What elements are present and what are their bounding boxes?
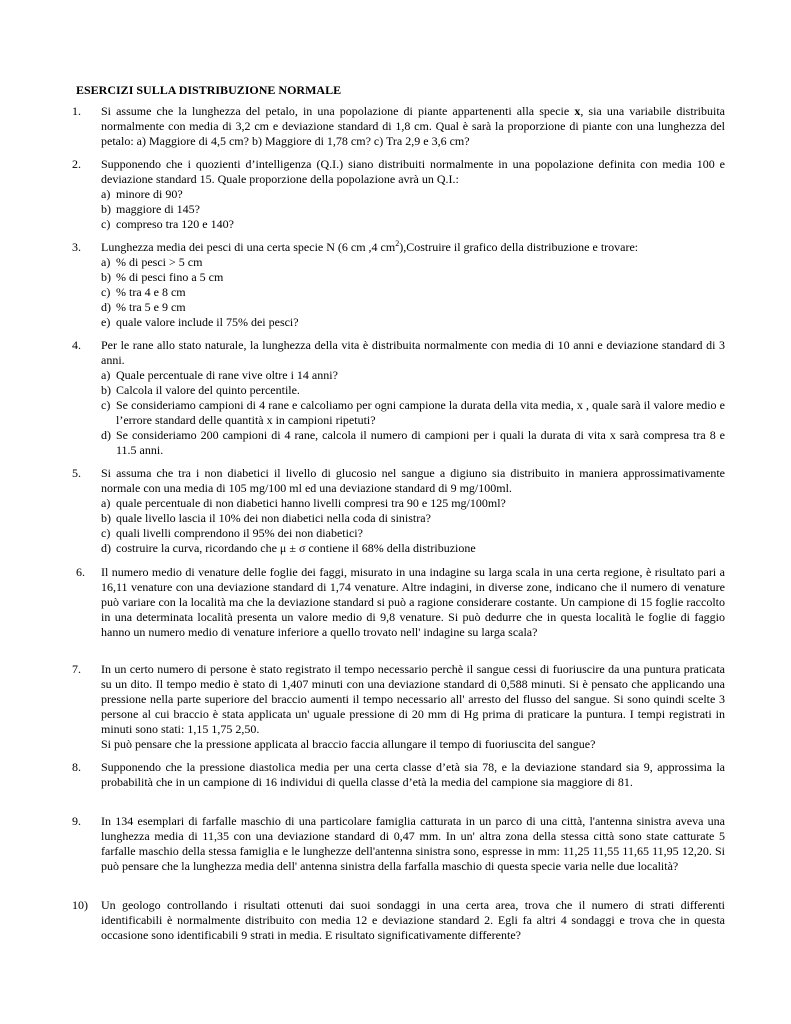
item-label: b)	[101, 270, 111, 284]
list-item	[101, 496, 725, 511]
item-label: b)	[101, 202, 111, 216]
exercise-text: Si assuma che tra i non diabetici il livello di glucosio nel sangue a digiuno sia distribuito in maniera approssimativamente normale con una media di 105 mg/100 ml ed una deviazione standard di 9 mg/100ml.	[101, 466, 725, 495]
item-label: b)	[101, 511, 111, 525]
exercise-text-part: ),Costruire il grafico della distribuzione e trovare:	[399, 240, 639, 254]
exercise-number: 6.	[76, 565, 85, 579]
exercise-8	[72, 760, 725, 790]
exercise-text-part: Si assume che la lunghezza del petalo, in una popolazione di piante appartenenti alla specie	[101, 104, 575, 118]
item-text: quale valore include il 75% dei pesci?	[116, 315, 299, 329]
item-label: a)	[101, 187, 111, 201]
list-item	[101, 428, 725, 458]
exercise-text: In un certo numero di persone è stato registrato il tempo necessario perchè il sangue cessi di fuoriuscire da una puntura praticata su un dito. Il tempo medio è stato di 1,407 minuti con una deviazione standard di 0,588 minuti. Si è pensato che applicando una pressione nella parte superiore del braccio aumenti il tempo necessario all' arresto del flusso del sangue. Si sono quindi scelte 3 persone al cui braccio è stata applicata un' uguale pressione di 20 mm di Hg prima di praticare la puntura. I tempi registrati in minuti sono stati: 1,15 1,75 2,50.	[101, 662, 725, 736]
list-item	[101, 217, 725, 232]
page-title: ESERCIZI SULLA DISTRIBUZIONE NORMALE	[76, 83, 342, 97]
item-label: d)	[101, 541, 111, 555]
item-text: Quale percentuale di rane vive oltre i 14 anni?	[116, 368, 338, 382]
item-label: a)	[101, 368, 111, 382]
exercise-text: Supponendo che i quozienti d’intelligenza (Q.I.) siano distribuiti normalmente in una popolazione definita con media 100 e deviazione standard 15. Quale proporzione della popolazione avrà un Q.I.:	[101, 157, 725, 186]
item-label: c)	[101, 526, 111, 540]
item-label: b)	[101, 383, 111, 397]
list-item	[101, 398, 725, 428]
item-text: quali livelli comprendono il 95% dei non diabetici?	[116, 526, 363, 540]
item-text: % tra 5 e 9 cm	[116, 300, 186, 314]
item-text: quale livello lascia il 10% dei non diabetici nella coda di sinistra?	[116, 511, 431, 525]
exercise-number: 9.	[72, 814, 81, 828]
item-label: a)	[101, 255, 111, 269]
list-item	[101, 383, 725, 398]
list-item	[101, 255, 725, 270]
exercise-text	[101, 104, 725, 149]
exercise-1	[72, 104, 725, 149]
exercise-text: Un geologo controllando i risultati ottenuti dai suoi sondaggi in una certa area, trova che il numero di strati differenti identificabili è normalmente distribuito con media 12 e deviazione standard 2. Egli fa altri 4 sondaggi e trova che in questa occasione sono identificabili 9 strati in media. E risultato significativamente differente?	[101, 898, 725, 942]
exercise-number: 8.	[72, 760, 81, 774]
item-text: Calcola il valore del quinto percentile.	[116, 383, 300, 397]
exercise-number: 7.	[72, 662, 81, 676]
exercise-number: 5.	[72, 466, 81, 480]
list-item	[101, 315, 725, 330]
exercise-text-part: Lunghezza media dei pesci di una certa specie N (6 cm ,4 cm	[101, 240, 396, 254]
item-label: c)	[101, 217, 111, 231]
exercise-9	[72, 814, 725, 874]
exercise-text-part: , sia una variabile distribuita normalmente con media di 3,2 cm e deviazione standard di 1,8 cm. Qual è sarà la proporzione di piante con una lunghezza del petalo: a) Maggiore di 4,5 cm? b) Maggiore di 1,78 cm? c) Tra 2,9 e 3,6 cm?	[101, 104, 725, 148]
item-text: costruire la curva, ricordando che μ ± σ contiene il 68% della distribuzione	[116, 541, 476, 555]
item-label: a)	[101, 496, 111, 510]
exercise-2	[72, 157, 725, 232]
list-item	[101, 285, 725, 300]
list-item	[101, 526, 725, 541]
exercise-number: 2.	[72, 157, 81, 171]
list-item	[101, 187, 725, 202]
exercise-number: 1.	[72, 104, 81, 118]
exercise-number: 4.	[72, 338, 81, 352]
exercise-4	[72, 338, 725, 458]
exercise-10	[72, 898, 725, 943]
list-item	[101, 270, 725, 285]
exercise-5	[72, 466, 725, 556]
list-item	[101, 300, 725, 315]
item-label: d)	[101, 300, 111, 314]
item-label: e)	[101, 315, 111, 329]
item-text: compreso tra 120 e 140?	[116, 217, 234, 231]
item-text: % di pesci > 5 cm	[116, 255, 203, 269]
item-text: quale percentuale di non diabetici hanno livelli compresi tra 90 e 125 mg/100ml?	[116, 496, 506, 510]
exercise-7	[72, 662, 725, 752]
exercise-6	[72, 565, 725, 640]
exercise-text	[101, 240, 725, 255]
item-label: c)	[101, 398, 111, 412]
exercise-question: Si può pensare che la pressione applicata al braccio faccia allungare il tempo di fuoriuscita del sangue?	[101, 737, 596, 751]
item-text: maggiore di 145?	[116, 202, 200, 216]
item-text: % tra 4 e 8 cm	[116, 285, 186, 299]
exercise-number: 10)	[72, 898, 88, 912]
exercise-text: Supponendo che la pressione diastolica media per una certa classe d’età sia 78, e la deviazione standard sia 9, approssima la probabilità che in un campione di 16 individui di quella classe d’età la media del campione sia maggiore di 81.	[101, 760, 725, 789]
item-text: % di pesci fino a 5 cm	[116, 270, 224, 284]
list-item	[101, 202, 725, 217]
exercise-text: Per le rane allo stato naturale, la lunghezza della vita è distribuita normalmente con media di 10 anni e deviazione standard di 3 anni.	[101, 338, 725, 367]
superscript: 2	[395, 239, 400, 248]
item-label: c)	[101, 285, 111, 299]
item-text: minore di 90?	[116, 187, 183, 201]
exercise-text: In 134 esemplari di farfalle maschio di una particolare famiglia catturata in un parco di una città, l'antenna sinistra aveva una lunghezza media di 11,35 con una deviazione standard di 0,47 mm. In un' altra zona della stessa città sono state catturate 5 farfalle maschio della stessa famiglia e le lunghezze dell'antenna sinistra sono, espresse in mm: 11,25 11,55 11,65 11,95 12,20. Si può pensare che la lunghezza media dell' antenna sinistra della farfalla maschio di questa specie varia nelle due località?	[101, 814, 725, 873]
list-item	[101, 511, 725, 526]
exercise-3	[72, 240, 725, 330]
item-text: Se consideriamo campioni di 4 rane e calcoliamo per ogni campione la durata della vita media, x , quale sarà il valore medio e l’errore standard delle quantità x in campioni ripetuti?	[116, 398, 725, 427]
exercise-number: 3.	[72, 240, 81, 254]
exercise-text: Il numero medio di venature delle foglie dei faggi, misurato in una indagine su larga scala in una certa regione, è risultato pari a 16,11 venature con una deviazione standard di 1,74 venature. Altre indagini, in diverse zone, indicano che il numero di venature può variare con la località ma che la deviazione standard si può a ragione considerare costante. Un campione di 15 foglie raccolto in una determinata località presenta un valore medio di 9,8 venature. Si può dedurre che in questa località le foglie di faggio hanno un numero medio di venature inferiore a quello trovato nell' indagine su larga scala?	[101, 565, 725, 639]
species-name: x	[574, 104, 581, 118]
item-label: d)	[101, 428, 111, 442]
list-item	[101, 368, 725, 383]
item-text: Se consideriamo 200 campioni di 4 rane, calcola il numero di campioni per i quali la durata di vita x sarà compresa tra 8 e 11.5 anni.	[116, 428, 725, 457]
list-item	[101, 541, 725, 556]
